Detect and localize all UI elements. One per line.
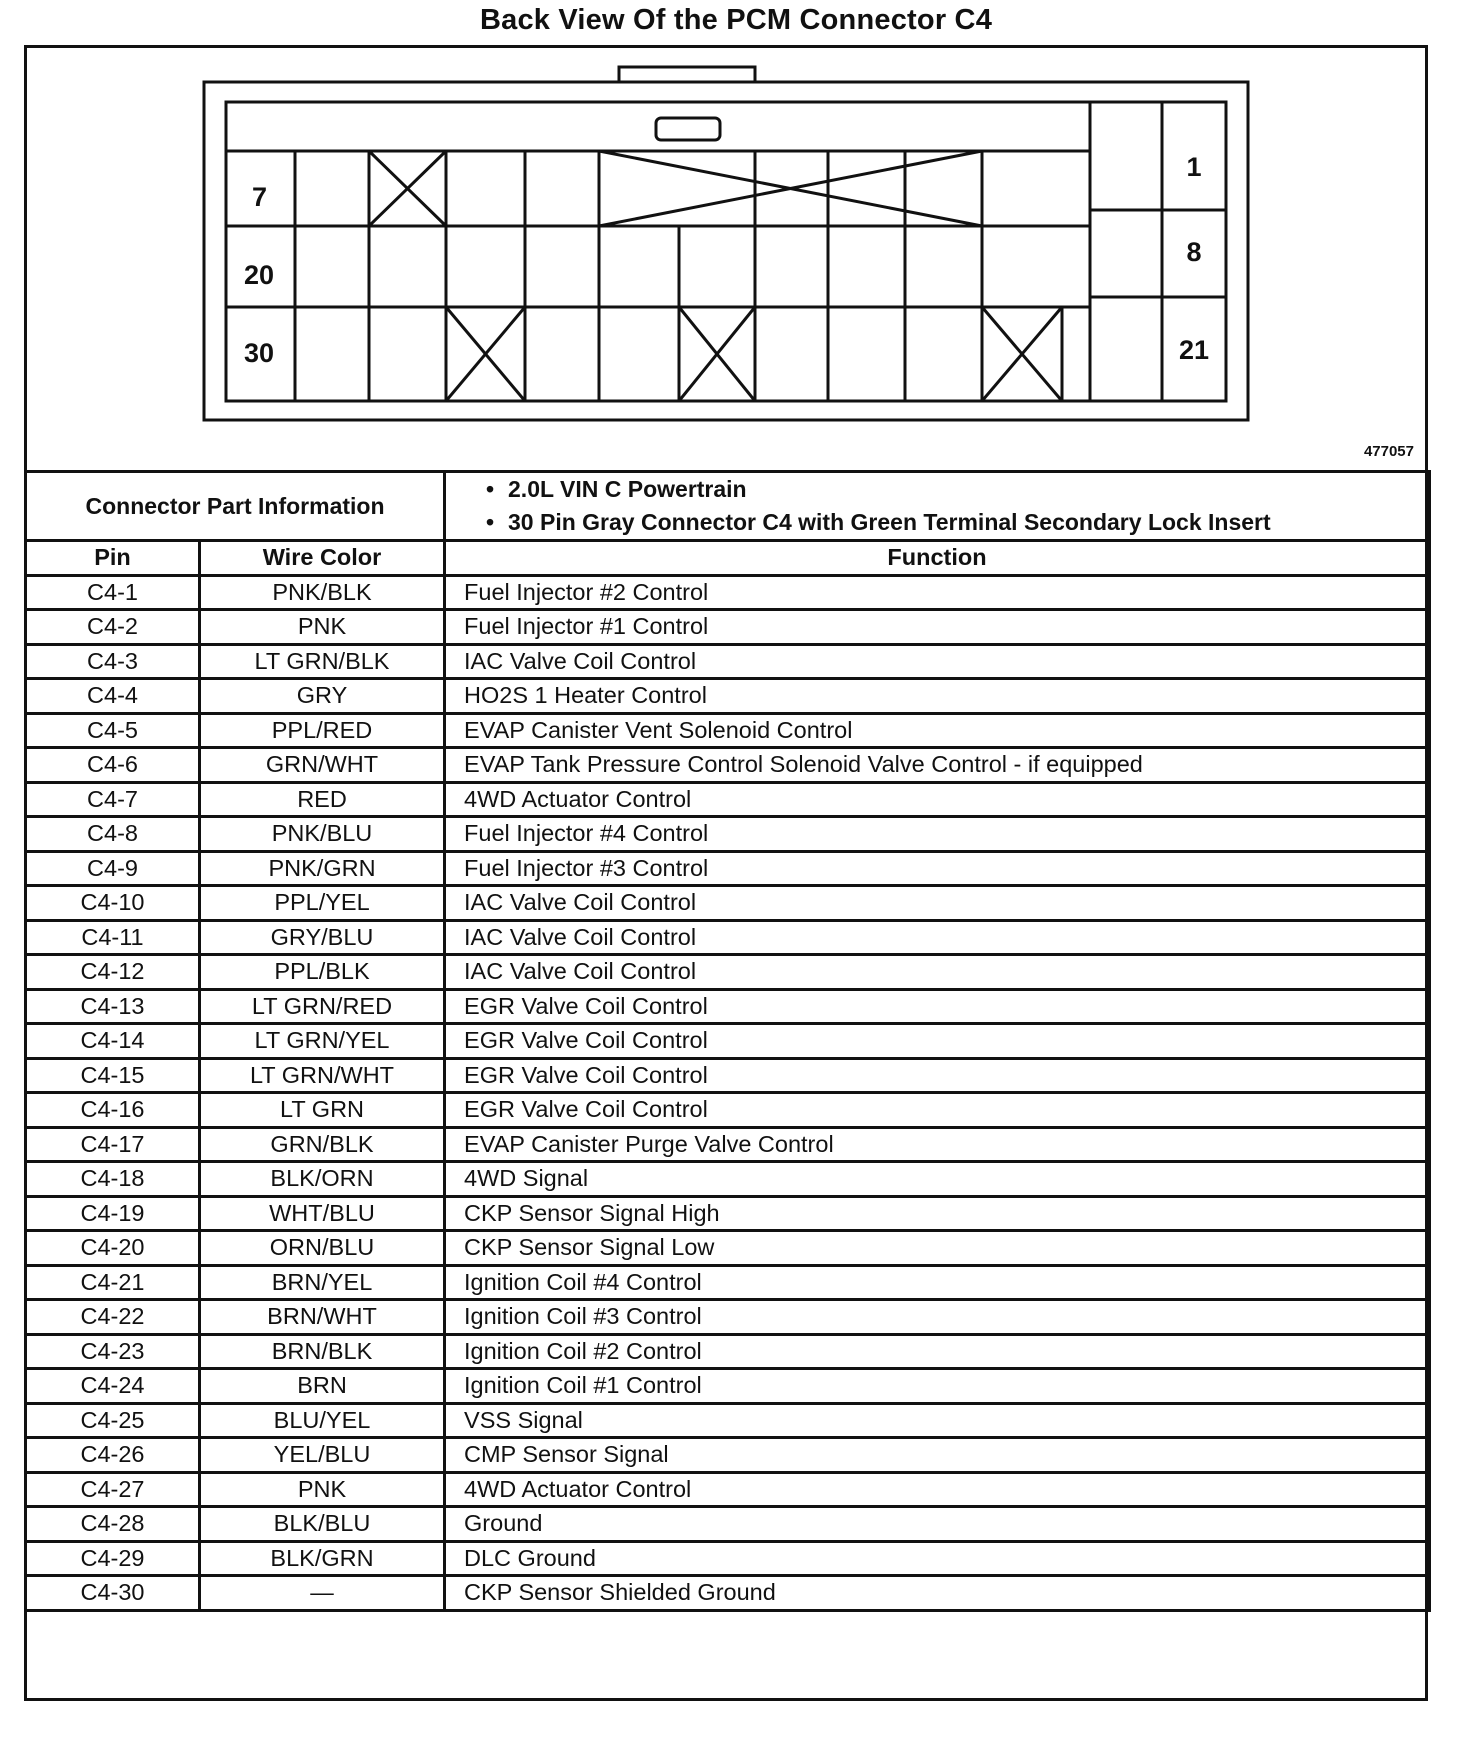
pin-cell: C4-27 [26, 1472, 200, 1507]
wire-color-cell: BLU/YEL [200, 1403, 445, 1438]
table-row [26, 851, 1430, 886]
function-cell: IAC Valve Coil Control [445, 955, 1430, 990]
wire-color-cell: BLK/GRN [200, 1541, 445, 1576]
table-row [26, 782, 1430, 817]
table-row [26, 575, 1430, 610]
function-cell: CKP Sensor Shielded Ground [445, 1576, 1430, 1611]
pinout-table [24, 470, 1431, 1612]
function-cell: 4WD Actuator Control [445, 1472, 1430, 1507]
figure-number: 477057 [1363, 443, 1414, 460]
table-row [26, 817, 1430, 852]
cavity-label-8: 8 [1186, 237, 1202, 267]
pin-cell: C4-13 [26, 989, 200, 1024]
function-cell: EVAP Canister Purge Valve Control [445, 1127, 1430, 1162]
function-cell: Ignition Coil #4 Control [445, 1265, 1430, 1300]
table-row [26, 1403, 1430, 1438]
function-cell: EGR Valve Coil Control [445, 989, 1430, 1024]
function-cell: Ground [445, 1507, 1430, 1542]
wire-color-cell: RED [200, 782, 445, 817]
wire-color-cell: LT GRN/BLK [200, 644, 445, 679]
connector-info-items [445, 472, 1430, 541]
function-cell: Fuel Injector #3 Control [445, 851, 1430, 886]
table-row [26, 1300, 1430, 1335]
function-cell: Fuel Injector #1 Control [445, 610, 1430, 645]
pin-cell: C4-3 [26, 644, 200, 679]
function-cell: 4WD Actuator Control [445, 782, 1430, 817]
pin-cell: C4-1 [26, 575, 200, 610]
connector-info-row [26, 472, 1430, 541]
table-row [26, 1196, 1430, 1231]
cavity-label-30: 30 [244, 338, 275, 368]
pin-cell: C4-2 [26, 610, 200, 645]
function-cell: CKP Sensor Signal High [445, 1196, 1430, 1231]
pin-cell: C4-22 [26, 1300, 200, 1335]
table-row [26, 1369, 1430, 1404]
pin-cell: C4-9 [26, 851, 200, 886]
function-cell: EVAP Tank Pressure Control Solenoid Valve Control - if equipped [445, 748, 1430, 783]
pin-field [226, 102, 1226, 401]
wire-color-cell: — [200, 1576, 445, 1611]
function-cell: CKP Sensor Signal Low [445, 1231, 1430, 1266]
function-column-header: Function [445, 541, 1430, 576]
wire-color-cell: LT GRN/YEL [200, 1024, 445, 1059]
function-cell: EGR Valve Coil Control [445, 1058, 1430, 1093]
pin-cell: C4-24 [26, 1369, 200, 1404]
table-row [26, 886, 1430, 921]
pinout-rows [26, 575, 1430, 1610]
pin-cell: C4-14 [26, 1024, 200, 1059]
wire-color-cell: BRN/YEL [200, 1265, 445, 1300]
wire-color-cell: BLK/BLU [200, 1507, 445, 1542]
wire-color-cell: PPL/YEL [200, 886, 445, 921]
connector-info-label: Connector Part Information [26, 472, 445, 541]
wire-color-cell: PPL/RED [200, 713, 445, 748]
wire-color-cell: BRN/WHT [200, 1300, 445, 1335]
function-cell: CMP Sensor Signal [445, 1438, 1430, 1473]
pin-cell: C4-8 [26, 817, 200, 852]
wire-color-cell: PNK/BLK [200, 575, 445, 610]
function-cell: Ignition Coil #3 Control [445, 1300, 1430, 1335]
table-row [26, 679, 1430, 714]
pin-cell: C4-6 [26, 748, 200, 783]
pin-cell: C4-4 [26, 679, 200, 714]
pin-cell: C4-17 [26, 1127, 200, 1162]
table-row [26, 1093, 1430, 1128]
wire-color-cell: LT GRN/WHT [200, 1058, 445, 1093]
cavity-label-20: 20 [244, 260, 275, 290]
function-cell: EGR Valve Coil Control [445, 1024, 1430, 1059]
table-row [26, 713, 1430, 748]
table-row [26, 1507, 1430, 1542]
table-row [26, 644, 1430, 679]
wire-color-cell: PNK [200, 610, 445, 645]
function-cell: DLC Ground [445, 1541, 1430, 1576]
table-header-row [26, 541, 1430, 576]
function-cell: EVAP Canister Vent Solenoid Control [445, 713, 1430, 748]
cavity-label-7: 7 [252, 182, 268, 212]
pin-cell: C4-30 [26, 1576, 200, 1611]
wire-color-cell: WHT/BLU [200, 1196, 445, 1231]
function-cell: VSS Signal [445, 1403, 1430, 1438]
pin-cell: C4-16 [26, 1093, 200, 1128]
pin-cell: C4-23 [26, 1334, 200, 1369]
table-row [26, 1438, 1430, 1473]
function-cell: IAC Valve Coil Control [445, 920, 1430, 955]
pin-cell: C4-21 [26, 1265, 200, 1300]
pin-cell: C4-29 [26, 1541, 200, 1576]
pin-cell: C4-5 [26, 713, 200, 748]
cavity-label-1: 1 [1186, 152, 1202, 182]
pin-cell: C4-20 [26, 1231, 200, 1266]
table-row [26, 1265, 1430, 1300]
function-cell: HO2S 1 Heater Control [445, 679, 1430, 714]
key-slot [656, 118, 720, 140]
connector-info-item: • 30 Pin Gray Connector C4 with Green Terminal Secondary Lock Insert [486, 509, 1271, 535]
wire-color-cell: LT GRN/RED [200, 989, 445, 1024]
wire-color-cell: GRN/BLK [200, 1127, 445, 1162]
table-row [26, 1058, 1430, 1093]
pin-cell: C4-11 [26, 920, 200, 955]
table-row [26, 920, 1430, 955]
pin-cell: C4-18 [26, 1162, 200, 1197]
table-row [26, 1231, 1430, 1266]
pin-column-header: Pin [26, 541, 200, 576]
table-row [26, 748, 1430, 783]
wire-color-cell: BLK/ORN [200, 1162, 445, 1197]
table-row [26, 1162, 1430, 1197]
function-cell: IAC Valve Coil Control [445, 644, 1430, 679]
wire-color-cell: BRN/BLK [200, 1334, 445, 1369]
wire-color-cell: GRY/BLU [200, 920, 445, 955]
function-cell: EGR Valve Coil Control [445, 1093, 1430, 1128]
wire-color-cell: PPL/BLK [200, 955, 445, 990]
wire-color-cell: PNK/GRN [200, 851, 445, 886]
wire-color-cell: GRY [200, 679, 445, 714]
wire-color-cell: PNK/BLU [200, 817, 445, 852]
wire-color-cell: PNK [200, 1472, 445, 1507]
wire-color-cell: LT GRN [200, 1093, 445, 1128]
connector-info-item: • 2.0L VIN C Powertrain [486, 476, 747, 502]
pin-cell: C4-28 [26, 1507, 200, 1542]
wire-color-cell: GRN/WHT [200, 748, 445, 783]
page-title: Back View Of the PCM Connector C4 [479, 4, 993, 36]
function-cell: Ignition Coil #2 Control [445, 1334, 1430, 1369]
table-row [26, 1472, 1430, 1507]
table-row [26, 1334, 1430, 1369]
table-row [26, 989, 1430, 1024]
wire-color-cell: BRN [200, 1369, 445, 1404]
pin-cell: C4-19 [26, 1196, 200, 1231]
table-row [26, 1541, 1430, 1576]
pin-cell: C4-7 [26, 782, 200, 817]
connector-diagram [24, 45, 1428, 470]
table-row [26, 1024, 1430, 1059]
wire-color-cell: YEL/BLU [200, 1438, 445, 1473]
wire-color-cell: ORN/BLU [200, 1231, 445, 1266]
table-row [26, 610, 1430, 645]
connector-latch-tab [619, 67, 755, 82]
cavity-label-21: 21 [1178, 335, 1210, 365]
pin-cell: C4-10 [26, 886, 200, 921]
pin-cell: C4-12 [26, 955, 200, 990]
function-cell: IAC Valve Coil Control [445, 886, 1430, 921]
function-cell: Ignition Coil #1 Control [445, 1369, 1430, 1404]
pin-cell: C4-25 [26, 1403, 200, 1438]
table-row [26, 1127, 1430, 1162]
function-cell: Fuel Injector #4 Control [445, 817, 1430, 852]
pin-cell: C4-26 [26, 1438, 200, 1473]
table-row [26, 1576, 1430, 1611]
wire-color-column-header: Wire Color [200, 541, 445, 576]
pin-cell: C4-15 [26, 1058, 200, 1093]
table-row [26, 955, 1430, 990]
function-cell: Fuel Injector #2 Control [445, 575, 1430, 610]
function-cell: 4WD Signal [445, 1162, 1430, 1197]
